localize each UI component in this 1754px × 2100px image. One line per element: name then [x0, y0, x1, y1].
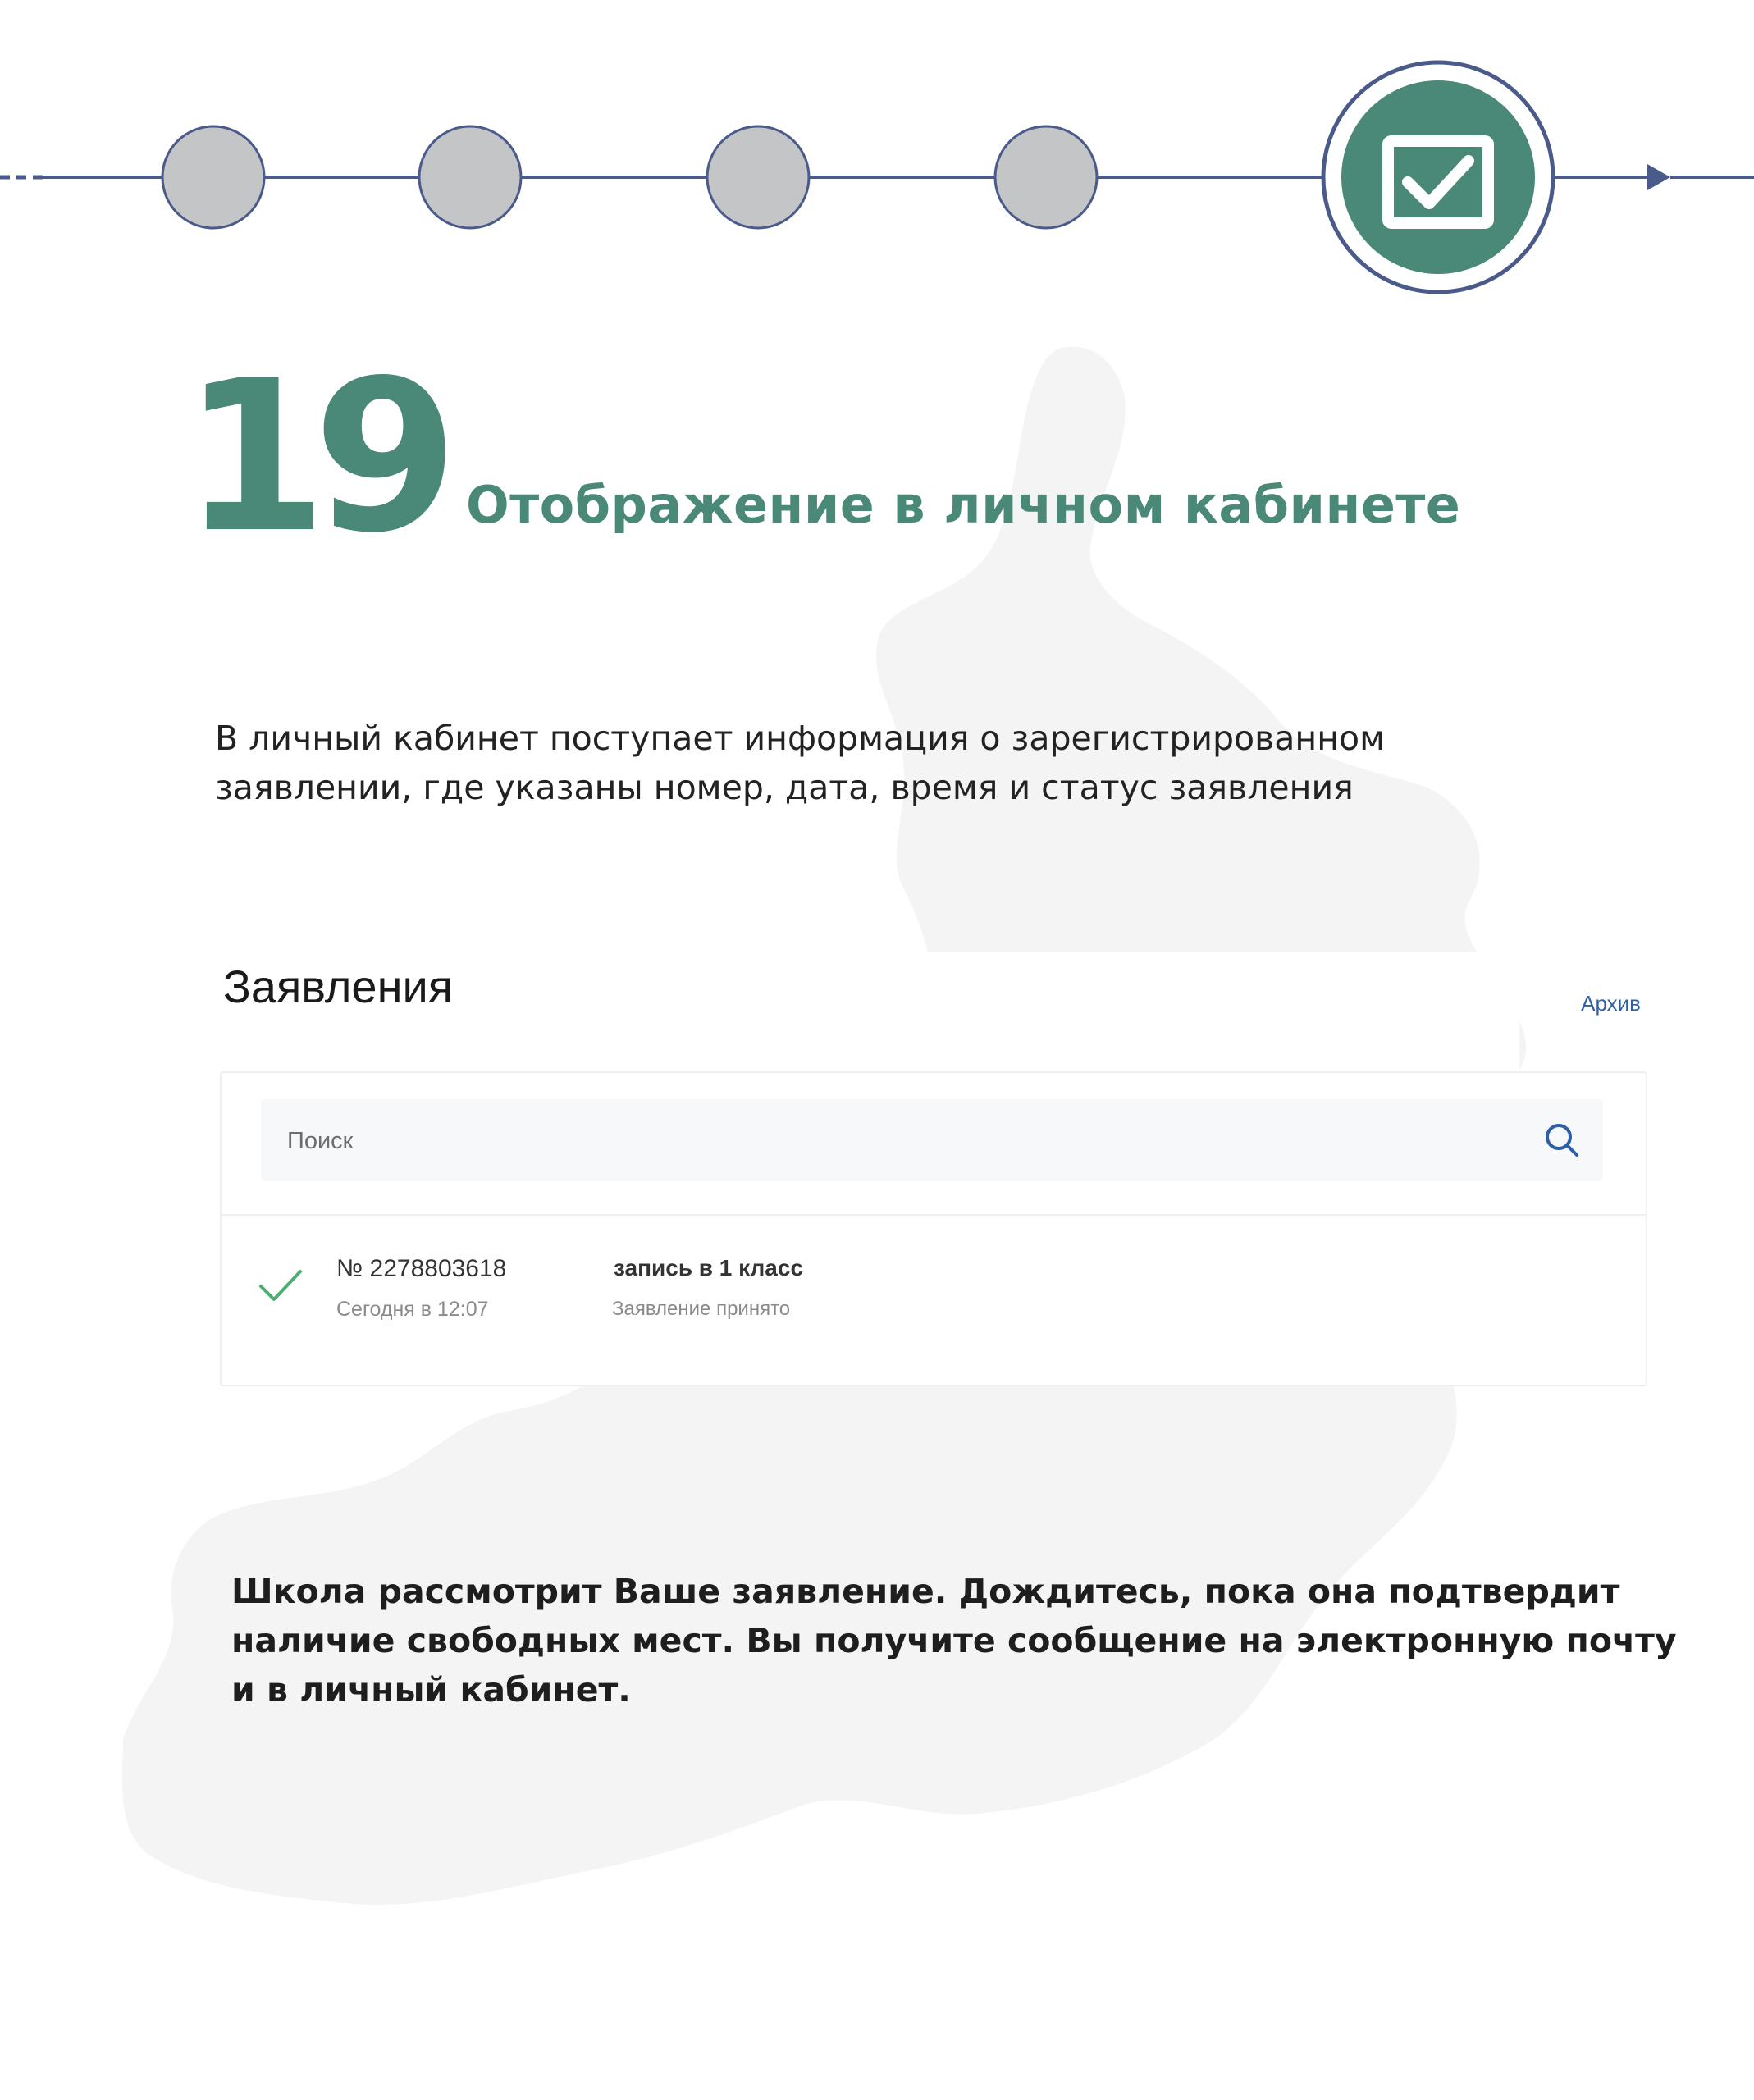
application-status: Заявление принято — [612, 1298, 791, 1320]
application-type: запись в 1 класс — [614, 1255, 804, 1281]
step-circle-pending — [995, 126, 1097, 228]
intro-text — [215, 714, 1610, 812]
step-number: 19 — [182, 336, 444, 579]
applications-title: Заявления — [223, 961, 454, 1012]
note-line: наличие свободных мест. Вы получите сообщение на электронную почту — [231, 1621, 1677, 1660]
step-circle-pending — [419, 126, 521, 228]
progress-arrow-icon — [1647, 164, 1670, 190]
step-circle-pending — [707, 126, 809, 228]
search-icon[interactable] — [1542, 1121, 1582, 1160]
step-circle-pending — [162, 126, 264, 228]
applications-card — [220, 1071, 1647, 1386]
application-number: № 2278803618 — [336, 1255, 507, 1282]
search-box — [261, 1099, 1603, 1181]
note-line: и в личный кабинет. — [231, 1670, 631, 1710]
check-icon — [258, 1268, 304, 1304]
application-date: Сегодня в 12:07 — [336, 1298, 489, 1321]
intro-line: В личный кабинет поступает информация о зарегистрированном — [215, 719, 1386, 758]
applications-screenshot — [190, 952, 1641, 1378]
search-input[interactable] — [285, 1124, 1519, 1158]
step-circle-current — [1323, 62, 1553, 292]
archive-link[interactable]: Архив — [1581, 991, 1641, 1016]
application-row[interactable] — [222, 1216, 1646, 1372]
intro-line: заявлении, где указаны номер, дата, время и статус заявления — [215, 768, 1354, 807]
step-progress-bar — [0, 0, 1754, 304]
step-title: Отображение в личном кабинете — [466, 475, 1461, 535]
note-line: Школа рассмотрит Ваше заявление. Дождитесь, пока она подтвердит — [231, 1572, 1620, 1611]
note-text — [231, 1567, 1724, 1714]
